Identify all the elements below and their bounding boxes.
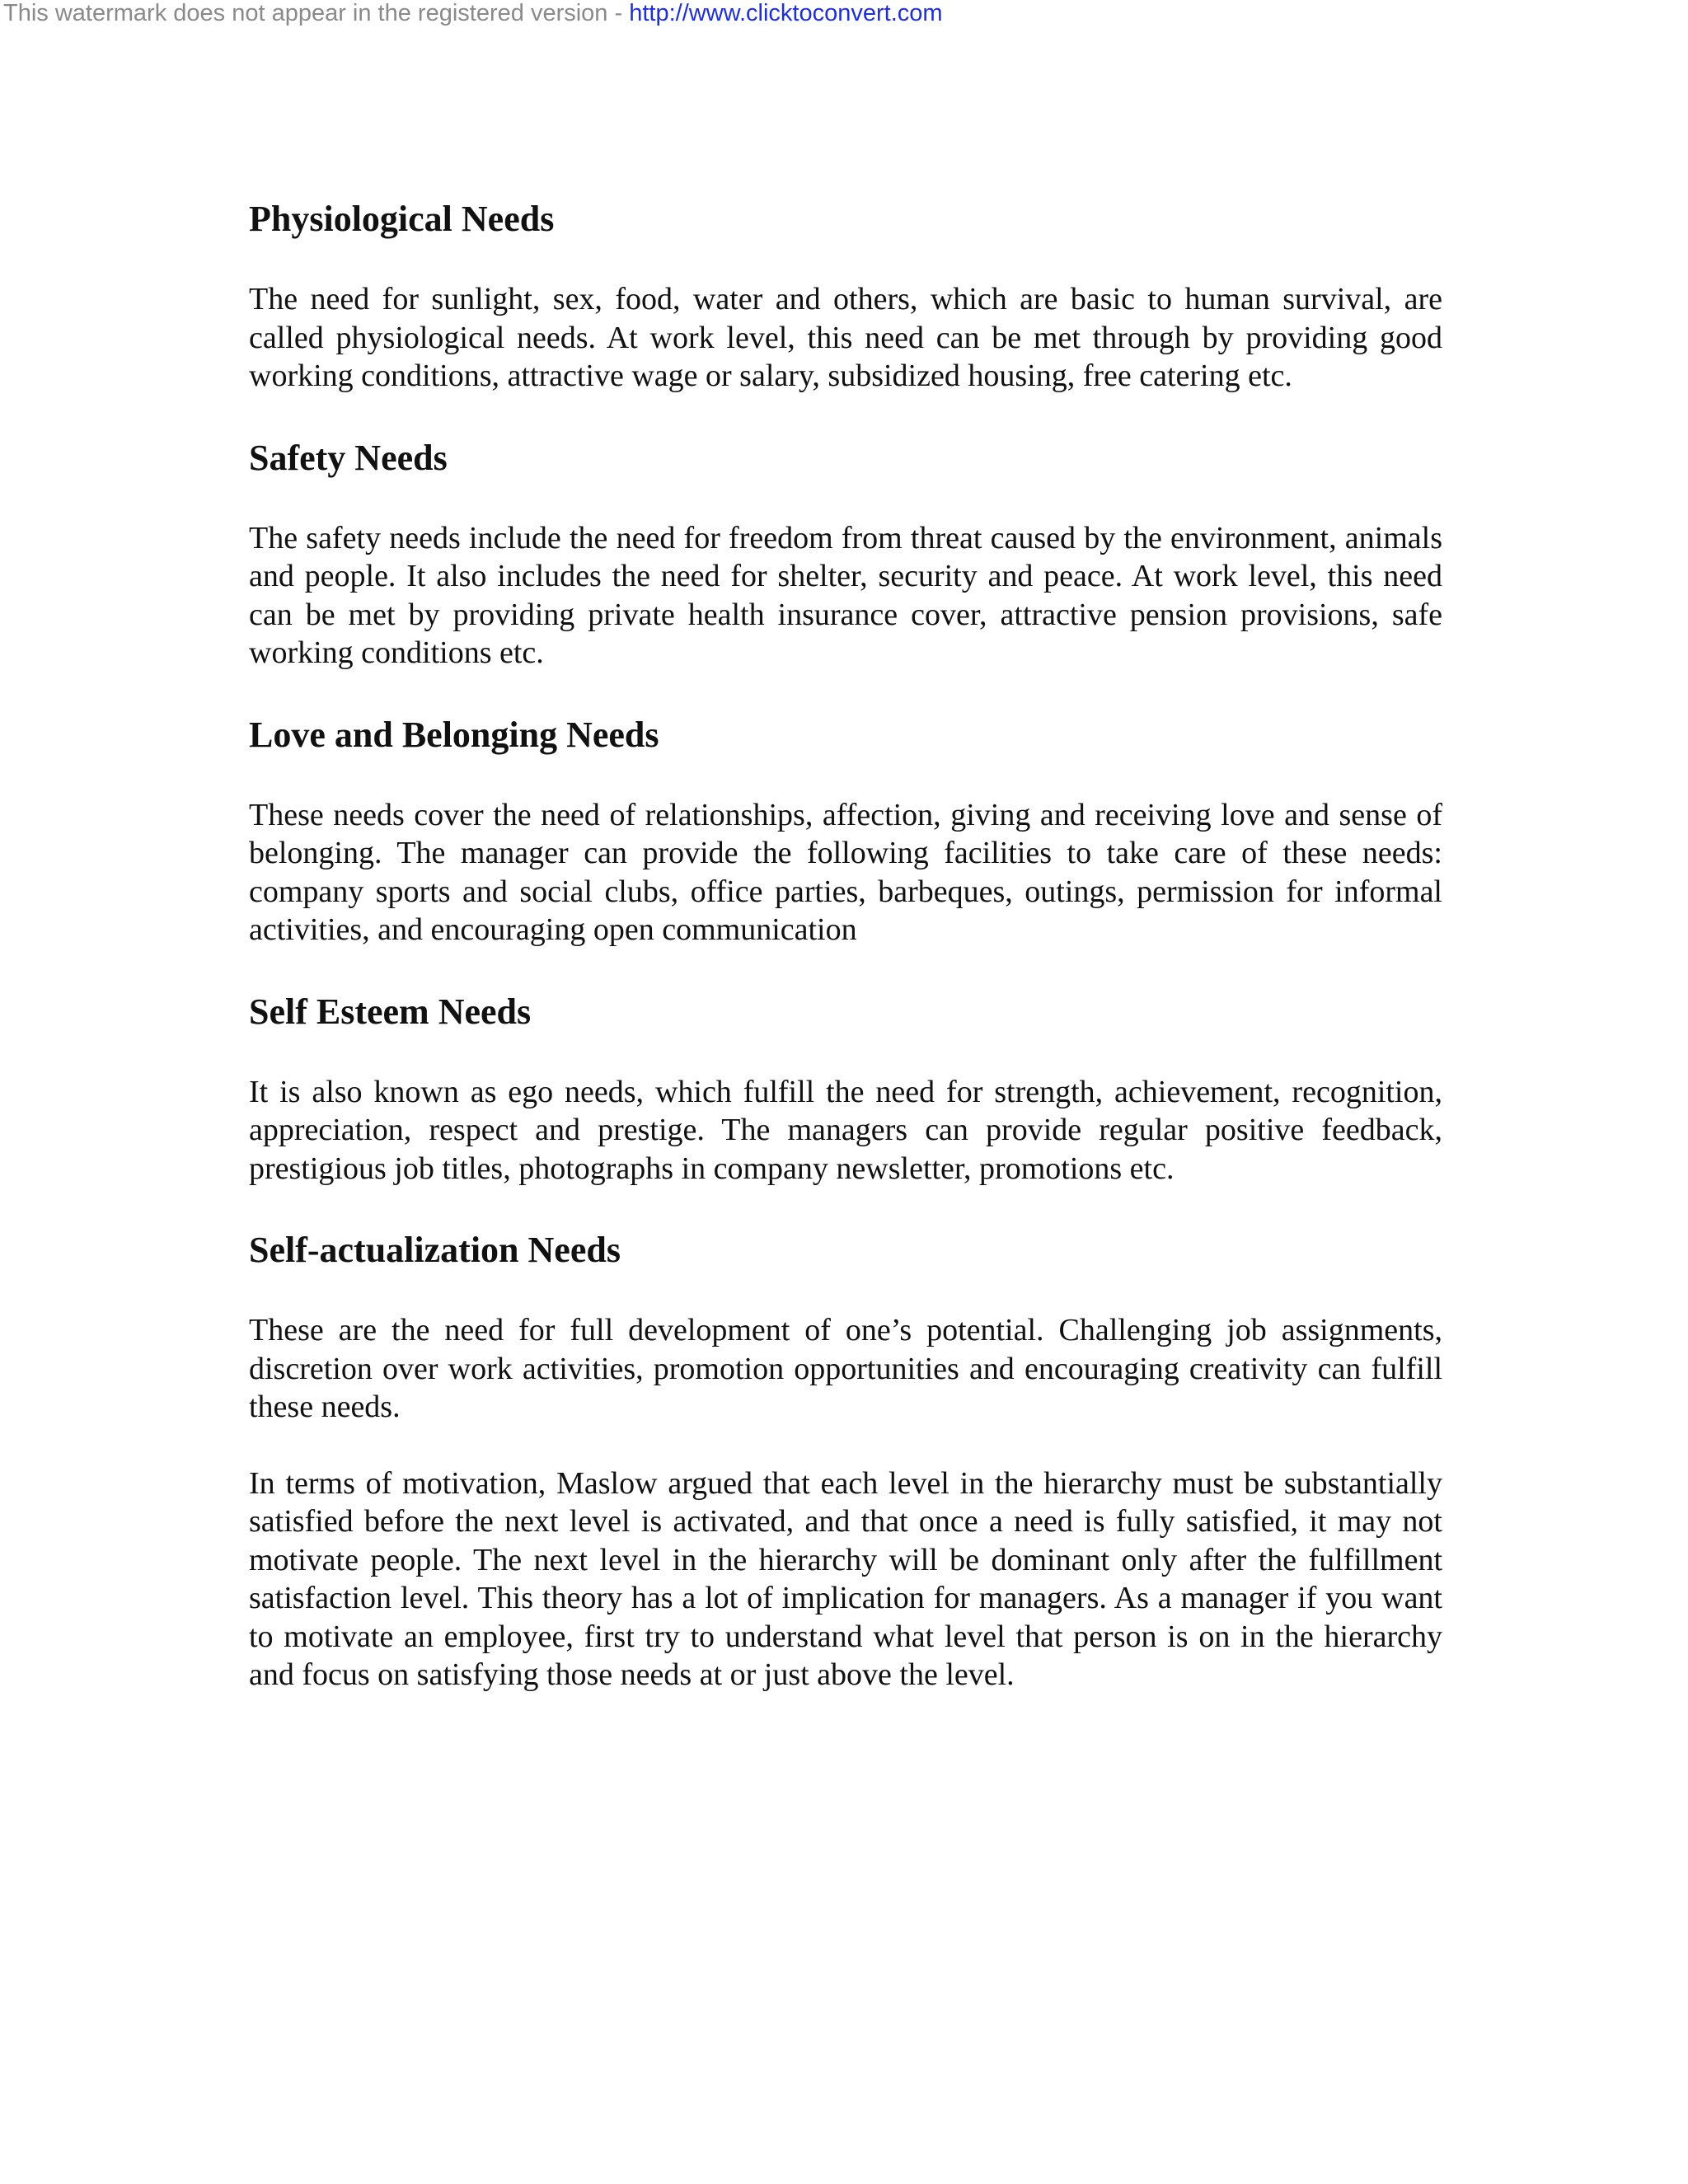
section-heading: Self-actualization Needs	[249, 1230, 621, 1270]
section-love-belonging-needs	[249, 710, 1442, 949]
section-heading: Safety Needs	[249, 437, 448, 478]
section-heading: Love and Belonging Needs	[249, 714, 659, 755]
section-heading: Self Esteem Needs	[249, 991, 532, 1032]
section-body: It is also known as ego needs, which fulfill the need for strength, achievement, recognition, appreciation, respect and prestige. The managers can provide regular positive feedback, prestigious job titles, photographs in company newsletter, promotions etc.	[249, 1074, 1442, 1186]
section-body: The safety needs include the need for freedom from threat caused by the environment, animals and people. It also includes the need for shelter, security and peace. At work level, this need can be met by providing private health insurance cover, attractive pension provisions, safe working conditions etc.	[249, 520, 1442, 670]
section-self-actualization-needs	[249, 1226, 1442, 1427]
section-physiological-needs	[249, 194, 1442, 396]
document-page	[249, 194, 1442, 1694]
section-safety-needs	[249, 434, 1442, 673]
section-body: These are the need for full development of one’s potential. Challenging job assignments, discretion over work activities, promotion opportunities and encouraging creativity can fulfill these needs.	[249, 1313, 1442, 1424]
section-self-esteem-needs	[249, 987, 1442, 1188]
section-body: The need for sunlight, sex, food, water and others, which are basic to human survival, are called physiological needs. At work level, this need can be met through by providing good working conditions, attractive wage or salary, subsidized housing, free catering etc.	[249, 282, 1442, 393]
watermark-banner	[3, 0, 943, 26]
section-heading: Physiological Needs	[249, 199, 555, 239]
watermark-link[interactable]: http://www.clicktoconvert.com	[629, 0, 943, 26]
section-body: These needs cover the need of relationships, affection, giving and receiving love and sense of belonging. The manager can provide the following facilities to take care of these needs: company sports and social clubs, office parties, barbeques, outings, permission for informal activities, and encouraging open communication	[249, 797, 1442, 947]
closing-paragraph: In terms of motivation, Maslow argued that each level in the hierarchy must be substantially satisfied before the next level is activated, and that once a need is fully satisfied, it may not motivate people. The next level in the hierarchy will be dominant only after the fulfillment satisfaction level. This theory has a lot of implication for managers. As a manager if you want to motivate an employee, first try to understand what level that person is on in the hierarchy and focus on satisfying those needs at or just above the level.	[249, 1465, 1442, 1692]
watermark-text: This watermark does not appear in the registered version -	[3, 0, 630, 26]
